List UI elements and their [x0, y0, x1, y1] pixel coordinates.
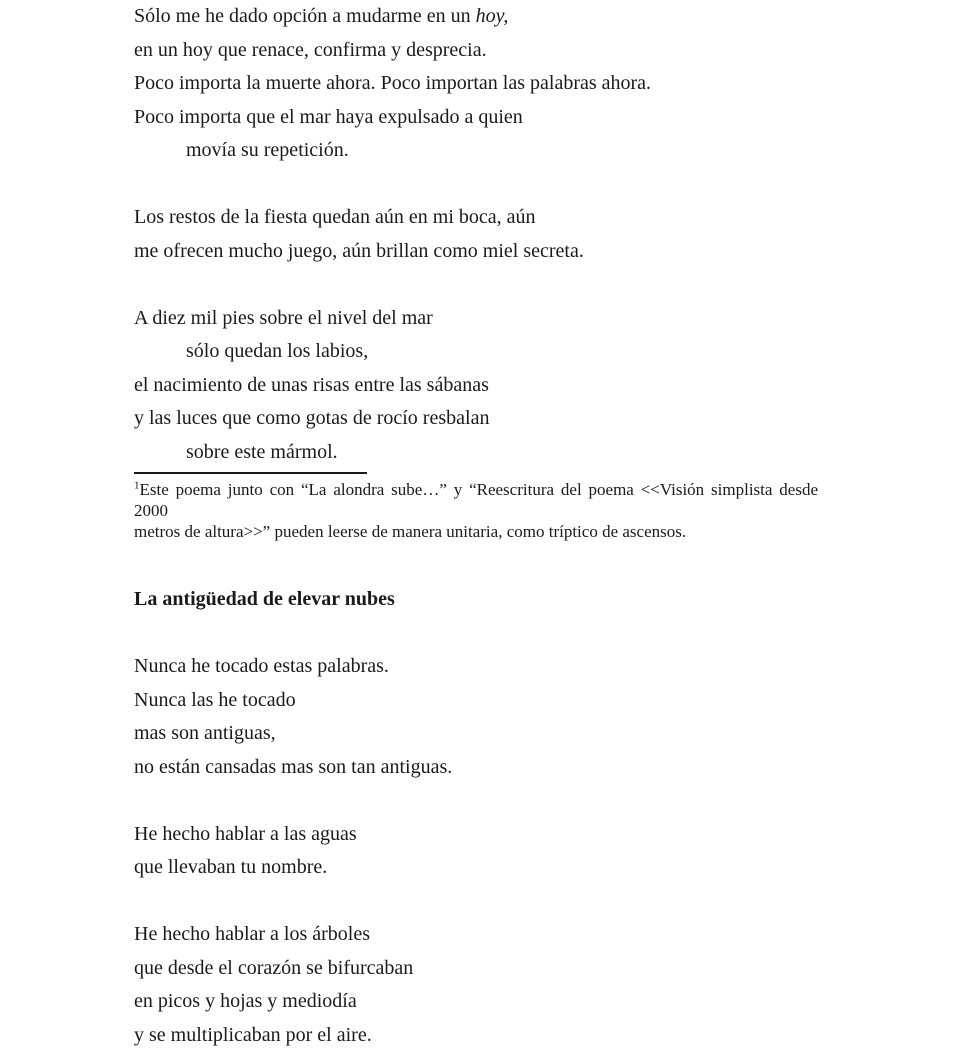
poem-line	[134, 0, 818, 34]
poem-line: Poco importa la muerte ahora. Poco importan las palabras ahora.	[134, 67, 818, 101]
poem-line: que llevaban tu nombre.	[134, 851, 818, 885]
poem-title: La antigüedad de elevar nubes	[134, 583, 818, 617]
poem-line: y las luces que como gotas de rocío resbalan	[134, 402, 818, 436]
stanza	[134, 818, 818, 885]
poem-line: no están cansadas mas son tan antiguas.	[134, 751, 818, 785]
poem-line: y se multiplicaban por el aire.	[134, 1019, 818, 1052]
footnote-text	[134, 479, 818, 542]
stanza	[134, 302, 818, 470]
footnote-separator-rule	[134, 472, 367, 474]
stanza	[134, 918, 818, 1052]
poem-line-indented: sólo quedan los labios,	[134, 335, 818, 369]
poem-line: en un hoy que renace, confirma y desprecia.	[134, 34, 818, 68]
poem-line: en picos y hojas y mediodía	[134, 985, 818, 1019]
stanza	[134, 201, 818, 268]
poem-untitled	[134, 0, 818, 469]
poem-line: el nacimiento de unas risas entre las sábanas	[134, 369, 818, 403]
footnote-line: metros de altura>>” pueden leerse de manera unitaria, como tríptico de ascensos.	[134, 521, 818, 542]
stanza	[134, 0, 818, 168]
stanza	[134, 650, 818, 784]
poem-line: Nunca las he tocado	[134, 684, 818, 718]
poem-line: que desde el corazón se bifurcaban	[134, 952, 818, 986]
poem-line: me ofrecen mucho juego, aún brillan como miel secreta.	[134, 235, 818, 269]
poem-line: He hecho hablar a los árboles	[134, 918, 818, 952]
footnote	[134, 472, 818, 542]
footnote-line	[134, 479, 818, 521]
poem-line: Los restos de la fiesta quedan aún en mi boca, aún	[134, 201, 818, 235]
poem-la-antiguedad-de-elevar-nubes	[134, 650, 818, 1052]
poem-line: Poco importa que el mar haya expulsado a quien	[134, 101, 818, 135]
poem-line: He hecho hablar a las aguas	[134, 818, 818, 852]
footnote-marker: 1	[134, 479, 140, 491]
italic-word: hoy,	[476, 5, 509, 27]
poem-line-text: Sólo me he dado opción a mudarme en un	[134, 5, 476, 27]
footnote-line-text: Este poema junto con “La alondra sube…” y “Reescritura del poema <<Visión simplista desde 2000	[134, 480, 818, 520]
poem-line: A diez mil pies sobre el nivel del mar	[134, 302, 818, 336]
poem-line: mas son antiguas,	[134, 717, 818, 751]
poem-line-indented: sobre este mármol.	[134, 436, 818, 470]
poem-line: Nunca he tocado estas palabras.	[134, 650, 818, 684]
poem-line-indented: movía su repetición.	[134, 134, 818, 168]
